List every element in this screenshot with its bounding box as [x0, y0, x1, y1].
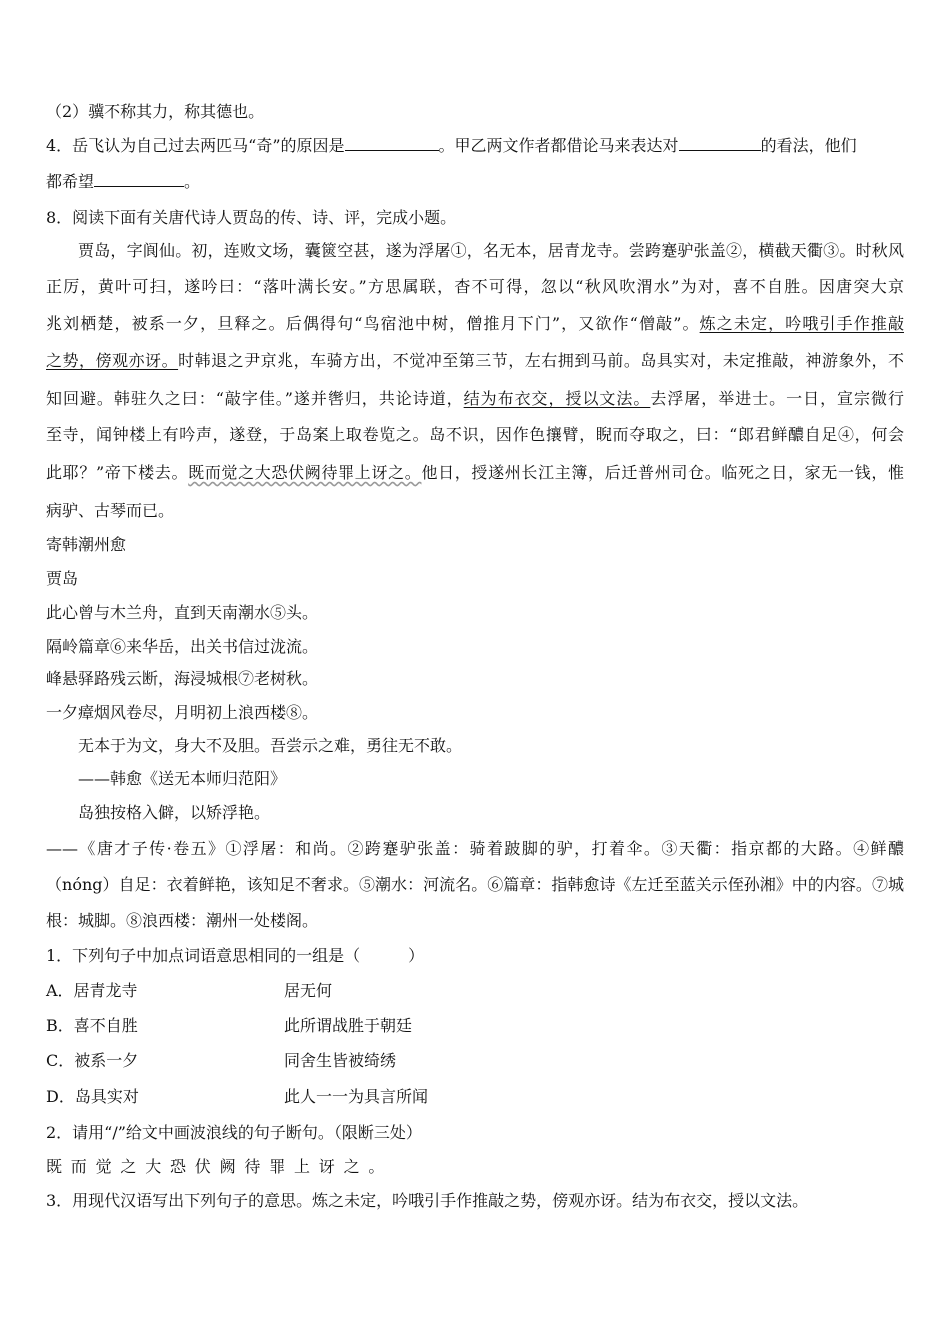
- text: 兆刘栖楚，被系一夕，旦释之。后偶得句“鸟宿池中树，僧推月下门”，又欲作“僧敲”。: [46, 314, 700, 333]
- question-3: 3．用现代汉语写出下列句子的意思。炼之未定，吟哦引手作推敲之势，傍观亦讶。结为布衣交，授以文法。: [46, 1191, 809, 1210]
- question-2-text: 既而觉之大恐伏阙待罪上讶之。: [46, 1157, 394, 1176]
- option-right: 居无何: [284, 981, 333, 1000]
- item-2: （2）骥不称其力，称其德也。: [46, 102, 265, 121]
- text: 的看法，他们: [760, 136, 857, 155]
- text: 知回避。韩驻久之曰：“敲字佳。”遂并辔归，共论诗道，: [46, 389, 464, 408]
- option-right: 此人一一为具言所闻: [284, 1087, 429, 1106]
- poem-line: 峰悬驿路残云断，海浸城根⑦老树秋。: [46, 669, 319, 688]
- passage-line: 至寺，闻钟楼上有吟声，遂登，于岛案上取卷览之。岛不识，因作色攘臂，睨而夺取之，曰：“郎君鲜醲自足④，何会: [46, 425, 904, 444]
- notes-line: （nóng）自足：衣着鲜艳，该知足不奢求。⑤潮水：河流名。⑥篇章：指韩愈诗《左迁至蓝关示侄孙湘》中的内容。⑦城: [46, 875, 904, 894]
- answer-blank[interactable]: [345, 136, 439, 151]
- text: 去浮屠，举进士。一日，宣宗微行: [650, 389, 904, 408]
- passage-line: 正厉，黄叶可扫，遂吟曰：“落叶满长安。”方思属联，杳不可得，忽以“秋风吹渭水”为对，喜不自胜。因唐突大京: [46, 277, 904, 296]
- poem-author: 贾岛: [46, 569, 79, 588]
- wavy-underlined-sentence: 既而觉之大恐伏阙待罪上讶之。: [188, 463, 422, 482]
- review-source: ——韩愈《送无本师归范阳》: [78, 769, 287, 788]
- question-1: 1．下列句子中加点词语意思相同的一组是（ ）: [46, 946, 425, 965]
- passage-line: [46, 351, 904, 371]
- poem-line: 隔岭篇章⑥来华岳，出关书信过泷流。: [46, 637, 319, 656]
- notes-line: ——《唐才子传·卷五》①浮屠：和尚。②跨蹇驴张盖：骑着跛脚的驴，打着伞。③天衢：指京都的大路。④鲜醲: [46, 839, 904, 858]
- text: 。甲乙两文作者都借论马来表达对: [438, 136, 679, 155]
- poem-title: 寄韩潮州愈: [46, 535, 127, 554]
- text: 时韩退之尹京兆，车骑方出，不觉冲至第三节，左右拥到马前。岛具实对，未定推敲，神游象外，不: [178, 351, 904, 370]
- option-a[interactable]: [46, 981, 906, 1001]
- review-line: 无本于为文，身大不及胆。吾尝示之难，勇往无不敢。: [78, 736, 463, 755]
- option-right: 同舍生皆被绮绣: [284, 1051, 397, 1070]
- option-right: 此所谓战胜于朝廷: [284, 1016, 413, 1035]
- option-left: A．居青龙寺: [46, 981, 138, 1000]
- passage-line: 贾岛，字阆仙。初，连败文场，囊篋空甚，遂为浮屠①，名无本，居青龙寺。尝跨蹇驴张盖②，横截天衢③。时秋风: [78, 241, 904, 260]
- underlined-sentence: 炼之未定，吟哦引手作推敲: [699, 314, 904, 333]
- option-c[interactable]: [46, 1051, 906, 1071]
- option-left: B．喜不自胜: [46, 1016, 138, 1035]
- passage-line: [46, 389, 904, 409]
- text: 此耶？”帝下楼去。: [46, 463, 189, 482]
- option-d[interactable]: [46, 1087, 906, 1107]
- underlined-sentence: 结为布衣交，授以文法。: [463, 389, 651, 408]
- notes-line: 根：城脚。⑧浪西楼：潮州一处楼阁。: [46, 911, 319, 930]
- question-8-title: 8．阅读下面有关唐代诗人贾岛的传、诗、评，完成小题。: [46, 208, 457, 227]
- text: 4．岳飞认为自己过去两匹马“奇”的原因是: [46, 136, 345, 155]
- option-b[interactable]: [46, 1016, 906, 1036]
- passage-line: [46, 314, 904, 334]
- answer-blank[interactable]: [94, 172, 184, 187]
- text: 他日，授遂州长江主簿，后迁普州司仓。临死之日，家无一钱，惟: [421, 463, 904, 482]
- text: 。: [184, 172, 201, 191]
- question-4-line-1: [46, 136, 857, 156]
- passage-line: 病驴、古琴而已。: [46, 501, 175, 520]
- review-line: 岛独按格入僻，以矫浮艳。: [78, 803, 271, 822]
- option-left: D．岛具实对: [46, 1087, 139, 1106]
- question-4-line-2: [46, 172, 200, 192]
- underlined-sentence: 之势，傍观亦讶。: [46, 351, 179, 370]
- passage-line: [46, 463, 904, 483]
- question-2: 2．请用“/”给文中画波浪线的句子断句。（限断三处）: [46, 1123, 422, 1142]
- answer-blank[interactable]: [679, 136, 761, 151]
- option-left: C．被系一夕: [46, 1051, 139, 1070]
- text: 都希望: [46, 172, 95, 191]
- poem-line: 此心曾与木兰舟，直到天南潮水⑤头。: [46, 603, 319, 622]
- poem-line: 一夕瘴烟风卷尽，月明初上浪西楼⑧。: [46, 703, 319, 722]
